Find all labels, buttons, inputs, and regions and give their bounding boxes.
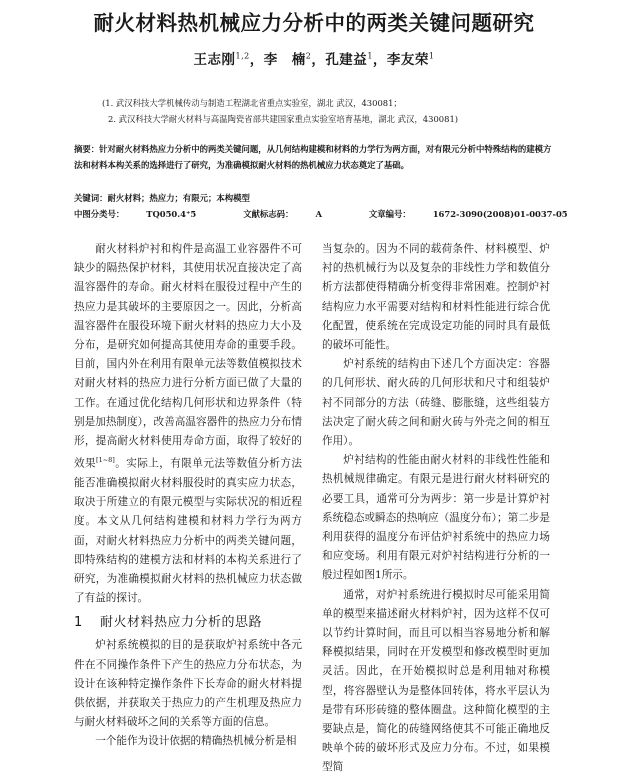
author-3: 孔建益$^1$，	[325, 51, 387, 68]
body-paragraph: 当复杂的。因为不同的载荷条件、材料模型、炉衬的热机械行为以及复杂的非线性力学和数值分析方法都使得精确分析变得非常困难。控制炉衬结构应力水平需要对结构和材料性能进行综合优化配置，使系统在完成设定功能的同时具有最低的破坏可能性。	[322, 243, 550, 352]
left-column	[74, 240, 302, 752]
paper-title: 耐火材料热机械应力分析中的两类关键问题研究	[93, 11, 535, 35]
affiliation-1: (1. 武汉科技大学机械传动与制造工程湖北省重点实验室，湖北 武汉，430081；	[102, 98, 402, 108]
section-number: 1	[74, 615, 83, 631]
section-title: 耐火材料热应力分析的思路	[100, 615, 263, 631]
abstract-label: 摘要：	[74, 144, 100, 154]
citation-ref: [1~8]	[96, 456, 115, 465]
keywords	[74, 192, 250, 204]
body-paragraph: 耐火材料炉衬和构件是高温工业容器件不可缺少的隔热保护材料，其使用状况直接决定了高温容器件的寿命。耐火材料在服役过程中产生的热应力是其破坏的主要原因之一。因此，分析高温容器件在服役环境下耐火材料的热应力大小及分布，是研究如何提高其使用寿命的重要手段。目前，国内外在利用有限单元法等数值模拟技术对耐火材料的热应力进行分析方面已做了大量的工作。在通过优化结构几何形状和边界条件（特别是加热制度），改善高温容器件的热应力分布情形，提高耐火材料使用寿命方面，取得了较好的效果[1~8]。实际上，有限单元法等数值分析方法能否准确模拟耐火材料服役时的真实应力状态，取决于所建立的有限元模型与实际状况的相近程度。本文从几何结构建模和材料力学行为两方面，对耐火材料热应力分析中的两类关键问题，即特殊结构的建模方法和材料的本构关系进行了研究，为准确模拟耐火材料的热机械应力状态做了有益的探讨。	[74, 243, 303, 605]
body-paragraph: 炉衬系统模拟的目的是获取炉衬系统中各元件在不同操作条件下产生的热应力分布状态，为设计在该种特定操作条件下长寿命的耐火材料提供依据，并获取关于热应力的产生机理及热应力与耐火材料破坏之间的关系等方面的信息。	[74, 639, 302, 729]
classification-line	[74, 208, 612, 220]
section-heading	[74, 613, 302, 632]
document-code: 文献标志码： A	[243, 209, 322, 219]
author-list	[0, 48, 628, 68]
body-paragraph: 炉衬系统的结构由下述几个方面决定：容器的几何形状、耐火砖的几何形状和尺寸和组装炉衬不同部分的方法（砖缝、膨胀缝，这些组装方法决定了耐火砖之间和耐火砖与外壳之间的相互作用）。	[322, 358, 550, 448]
affiliation-2: 2. 武汉科技大学耐火材料与高温陶瓷省部共建国家重点实验室培育基地，湖北 武汉，430081)	[108, 114, 459, 124]
affiliations	[102, 95, 458, 127]
body-paragraph: 一个能作为设计依据的精确热机械分析是相	[95, 735, 297, 748]
keywords-text: 耐火材料；热应力；有限元；本构模型	[107, 193, 250, 203]
right-column	[322, 240, 550, 778]
abstract-text: 针对耐火材料热应力分析中的两类关键问题，从几何结构建模和材料的力学行为两方面，对有限元分析中特殊结构的建模方法和材料本构关系的选择进行了研究，为准确模拟耐火材料的热机械应力状态奠定了基础。	[74, 144, 552, 170]
author-1: 王志刚$^{1,2}$，	[193, 51, 264, 68]
clc-number: 中图分类号： TQ050.4⁺5	[74, 209, 197, 219]
author-2: 李 楠$^2$，	[263, 51, 326, 68]
author-4: 李友荣$^1$	[386, 51, 435, 68]
keywords-label: 关键词：	[74, 193, 108, 203]
abstract	[74, 141, 558, 173]
body-paragraph: 炉衬结构的性能由耐火材料的非线性性能和热机械规律确定。有限元是进行耐火材料研究的必要工具，通常可分为两步：第一步是计算炉衬系统稳态或瞬态的热响应（温度分布）；第二步是利用获得的温度分布评估炉衬系统中的热应力场和应变场。利用有限元对炉衬结构进行分析的一般过程如图1所示。	[322, 454, 550, 582]
article-number: 文章编号： 1672-3090(2008)01-0037-05	[368, 209, 568, 219]
body-paragraph: 通常，对炉衬系统进行模拟时尽可能采用简单的模型来描述耐火材料炉衬，因为这样不仅可以节约计算时间，而且可以相当容易地分析和解释模拟结果，同时在开发模型和修改模型时更加灵活。因此，在开始模拟时总是利用轴对称模型，将容器壁认为是整体回转体，将水平层认为是带有环形砖缝的整体圈盘。这种简化模型的主要缺点是，简化的砖缝网络使其不可能正确地反映单个砖的破坏形式及应力分布。不过，如果模型简	[322, 588, 550, 774]
